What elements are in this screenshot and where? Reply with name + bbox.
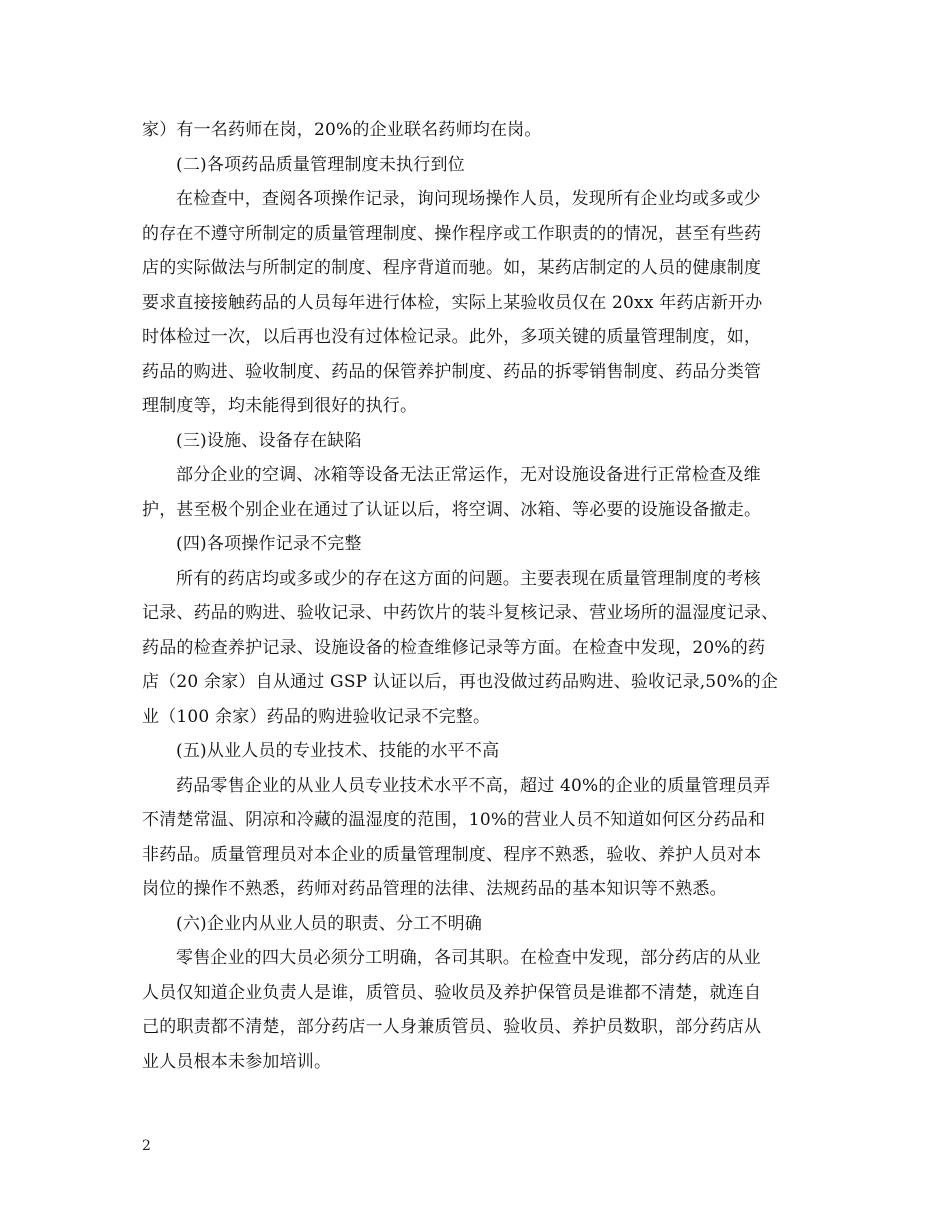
section-heading: (三)设施、设备存在缺陷 bbox=[176, 430, 362, 451]
text-line: 药品的检查养护记录、设施设备的检查维修记录等方面。在检查中发现，20%的药 bbox=[142, 637, 766, 658]
section-heading: (四)各项操作记录不完整 bbox=[176, 534, 362, 554]
text-line: 岗位的操作不熟悉，药师对药品管理的法律、法规药品的基本知识等不熟悉。 bbox=[142, 879, 727, 899]
text-line: 在检查中，查阅各项操作记录，询问现场操作人员，发现所有企业均或多或少 bbox=[176, 189, 761, 209]
text-line: 部分企业的空调、冰箱等设备无法正常运作，无对设施设备进行正常检查及维 bbox=[176, 465, 761, 485]
text-line: 业（100 余家）药品的购进验收记录不完整。 bbox=[142, 706, 491, 727]
text-line: 记录、药品的购进、验收记录、中药饮片的装斗复核记录、营业场所的温湿度记录、 bbox=[142, 603, 779, 623]
text-line: 非药品。质量管理员对本企业的质量管理制度、程序不熟悉，验收、养护人员对本 bbox=[142, 844, 762, 865]
section-heading: (六)企业内从业人员的职责、分工不明确 bbox=[176, 913, 483, 934]
page-number: 2 bbox=[142, 1138, 151, 1154]
text-line: 时体检过一次，以后再也没有过体检记录。此外，多项关键的质量管理制度，如， bbox=[142, 327, 762, 347]
text-line: 药品的购进、验收制度、药品的保管养护制度、药品的拆零销售制度、药品分类管 bbox=[142, 361, 762, 382]
text-line: 药品零售企业的从业人员专业技术水平不高，超过 40%的企业的质量管理员弄 bbox=[176, 775, 771, 796]
text-line: 所有的药店均或多或少的存在这方面的问题。主要表现在质量管理制度的考核 bbox=[176, 568, 761, 589]
text-line: 业人员根本未参加培训。 bbox=[142, 1051, 332, 1072]
document-body bbox=[142, 113, 828, 1079]
section-heading: (五)从业人员的专业技术、技能的水平不高 bbox=[176, 741, 500, 761]
text-line: 己的职责都不清楚，部分药店一人身兼质管员、验收员、养护员数职，部分药店从 bbox=[142, 1017, 762, 1037]
text-line: 零售企业的四大员必须分工明确，各司其职。在检查中发现，部分药店的从业 bbox=[176, 948, 761, 968]
text-line: 护，甚至极个别企业在通过了认证以后，将空调、冰箱、等必要的设施设备撤走。 bbox=[142, 499, 762, 520]
text-line: 要求直接接触药品的人员每年进行体检，实际上某验收员仅在 20xx 年药店新开办 bbox=[142, 292, 763, 313]
text-line: 店（20 余家）自从通过 GSP 认证以后，再也没做过药品购进、验收记录,50%的企 bbox=[142, 672, 779, 692]
text-line: 不清楚常温、阴凉和冷藏的温湿度的范围，10%的营业人员不知道如何区分药品和 bbox=[142, 810, 766, 830]
text-line: 的存在不遵守所制定的质量管理制度、操作程序或工作职责的的情况，甚至有些药 bbox=[142, 223, 762, 244]
section-heading: (二)各项药品质量管理制度未执行到位 bbox=[176, 154, 465, 175]
text-line: 店的实际做法与所制定的制度、程序背道而驰。如，某药店制定的人员的健康制度 bbox=[142, 258, 762, 278]
text-line: 人员仅知道企业负责人是谁，质管员、验收员及养护保管员是谁都不清楚，就连自 bbox=[142, 982, 762, 1003]
text-line: 家）有一名药师在岗，20%的企业联名药师均在岗。 bbox=[142, 120, 542, 140]
text-line: 理制度等，均未能得到很好的执行。 bbox=[142, 396, 418, 416]
